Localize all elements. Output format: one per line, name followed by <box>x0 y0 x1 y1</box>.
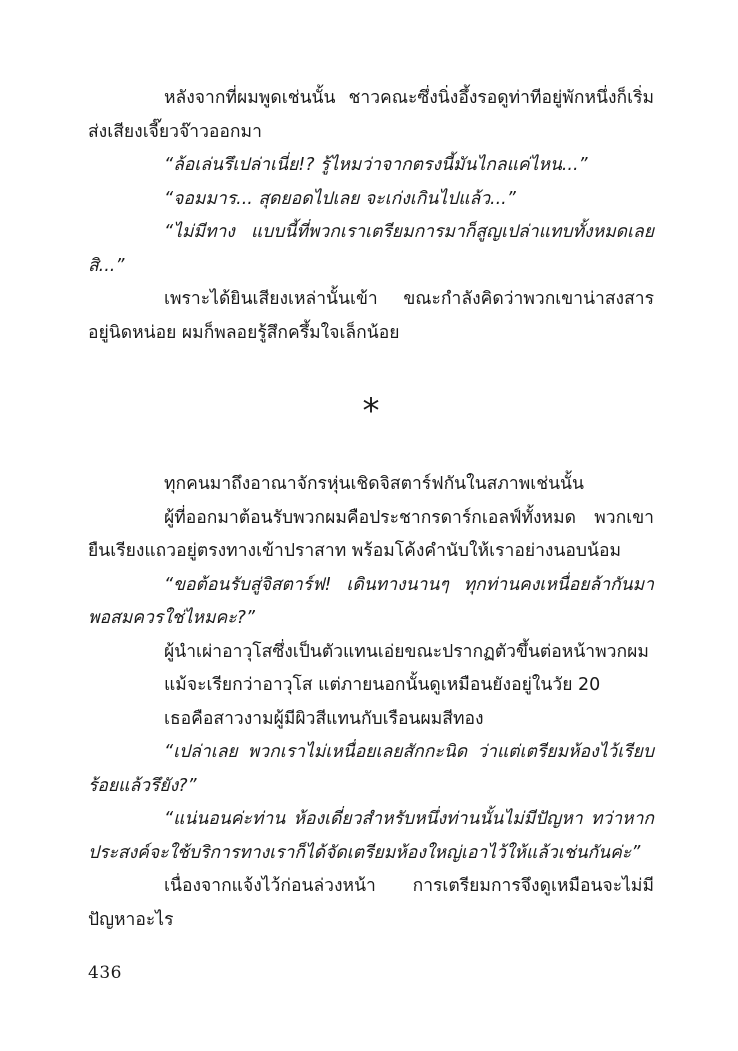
paragraph-6: แม้จะเรียกว่าอาวุโส แต่ภายนอกนั้นดูเหมือนยังอยู่ในวัย 20 <box>164 675 601 695</box>
paragraph-1: หลังจากที่ผมพูดเช่นนั้น ชาวคณะซึ่งนิ่งอึ้งรอดูท่าทีอยู่พักหนึ่งก็เริ่มส่งเสียงเจี๊ยวจ๊าวออกมา <box>88 88 654 142</box>
paragraph-7: เธอคือสาวงามผู้มีผิวสีแทนกับเรือนผมสีทอง <box>164 708 484 729</box>
spacer <box>88 350 654 394</box>
page-number: 436 <box>88 963 122 983</box>
dialogue-2: “จอมมาร... สุดยอดไปเลย จะเก่งเกินไปแล้ว...” <box>164 188 516 209</box>
paragraph-2: เพราะได้ยินเสียงเหล่านั้นเข้า ขณะกำลังคิดว่าพวกเขาน่าสงสารอยู่นิดหน่อย ผมก็พลอยรู้สึกครึ้มใจเล็กน้อย <box>88 289 654 343</box>
dialogue-6: “แน่นอนค่ะท่าน ห้องเดี่ยวสำหรับหนึ่งท่านนั้นไม่มีปัญหา ทว่าหากประสงค์จะใช้บริการทางเราก็ได้จัดเตรียมห้องใหญ่เอาไว้ให้แล้วเช่นกันค่ะ” <box>88 809 654 863</box>
dialogue-5: “เปล่าเลย พวกเราไม่เหนื่อยเลยสักกะนิด ว่าแต่เตรียมห้องไว้เรียบร้อยแล้วรึยัง?” <box>88 742 654 796</box>
dialogue-1: “ล้อเล่นรึเปล่าเนี่ย!? รู้ไหมว่าจากตรงนี้มันไกลแค่ไหน...” <box>164 155 588 175</box>
scene-break-asterisk: * <box>362 391 380 431</box>
paragraph-5: ผู้นำเผ่าอาวุโสซึ่งเป็นตัวแทนเอ่ยขณะปรากฏตัวขึ้นต่อหน้าพวกผม <box>164 641 649 662</box>
dialogue-4: “ขอต้อนรับสู่จิสตาร์ฟ! เดินทางนานๆ ทุกท่านคงเหนื่อยล้ากันมาพอสมควรใช่ไหมคะ?” <box>88 574 654 628</box>
section-1 <box>88 82 654 350</box>
paragraph-3: ทุกคนมาถึงอาณาจักรหุ่นเชิดจิสตาร์ฟกันในสภาพเช่นนั้น <box>164 474 584 494</box>
page-body <box>88 82 654 937</box>
section-2 <box>88 468 654 937</box>
paragraph-4: ผู้ที่ออกมาต้อนรับพวกผมคือประชากรดาร์กเอลฟ์ทั้งหมด พวกเขายืนเรียงแถวอยู่ตรงทางเข้าปราสาท พร้อมโค้งคำนับให้เราอย่างนอบน้อม <box>88 507 654 561</box>
spacer <box>88 434 654 468</box>
dialogue-3: “ไม่มีทาง แบบนี้ที่พวกเราเตรียมการมาก็สูญเปล่าแทบทั้งหมดเลยสิ...” <box>88 222 654 276</box>
paragraph-8: เนื่องจากแจ้งไว้ก่อนล่วงหน้า การเตรียมการจึงดูเหมือนจะไม่มีปัญหาอะไร <box>88 876 654 930</box>
